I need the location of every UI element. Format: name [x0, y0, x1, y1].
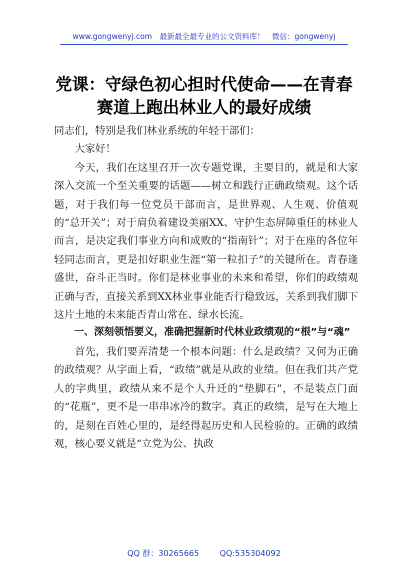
- salutation: 同志们，特别是我们林业系统的年轻干部们：: [54, 125, 260, 137]
- title-line-2: 赛道上跑出林业人的最好成绩: [96, 98, 312, 117]
- section-1-heading: 一、深刻领悟要义，准确把握新时代林业政绩观的“根”与“魂”: [74, 327, 351, 339]
- document-title: [40, 73, 368, 119]
- header-divider: [60, 44, 348, 45]
- footer-qq-group: QQ 群：30265665: [127, 549, 200, 558]
- title-line-1: 党课：守绿色初心担时代使命——在青春: [55, 75, 353, 94]
- footer-qq: QQ:535304092: [219, 549, 281, 558]
- header-banner: www.gongwenyj.com 最新最全最专业的公文资料库！ 微信：gongwenyj: [72, 32, 336, 41]
- document-body: [54, 122, 358, 453]
- greeting: 大家好！: [74, 143, 116, 156]
- paragraph-2: 首先，我们要弄清楚一个根本问题：什么是政绩？又何为正确的政绩观？从字面上看，“政绩”就是从政的业绩。但在我们共产党人的字典里，政绩从来不是个人升迁的“垫脚石”，不是装点门面的“花瓶”，更不是一串串冰冷的数字。真正的政绩，是写在大地上的，是刻在百姓心里的，是经得起历史和人民检验的。正确的政绩观，核心要义就是“立党为公、执政: [54, 345, 358, 450]
- footer-contact: [0, 548, 408, 559]
- paragraph-1: 今天，我们在这里召开一次专题党课，主要目的，就是和大家深入交流一个至关重要的话题——树立和践行正确政绩观。这个话题，对于我们每一位党员干部而言，是世界观、人生观、价值观的“总开关”；对于肩负着建设美丽XX、守护生态屏障重任的林业人而言，是决定我们事业方向和成败的“指南针”；对于在座的各位年轻同志而言，更是扣好职业生涯“第一粒扣子”的关键所在。青春逢盛世，奋斗正当时。你们是林业事业的未来和希望，你们的政绩观正确与否，直接关系到XX林业事业能否行稳致远，关系到我们脚下这片土地的未来能否青山常在、绿水长流。: [54, 161, 358, 322]
